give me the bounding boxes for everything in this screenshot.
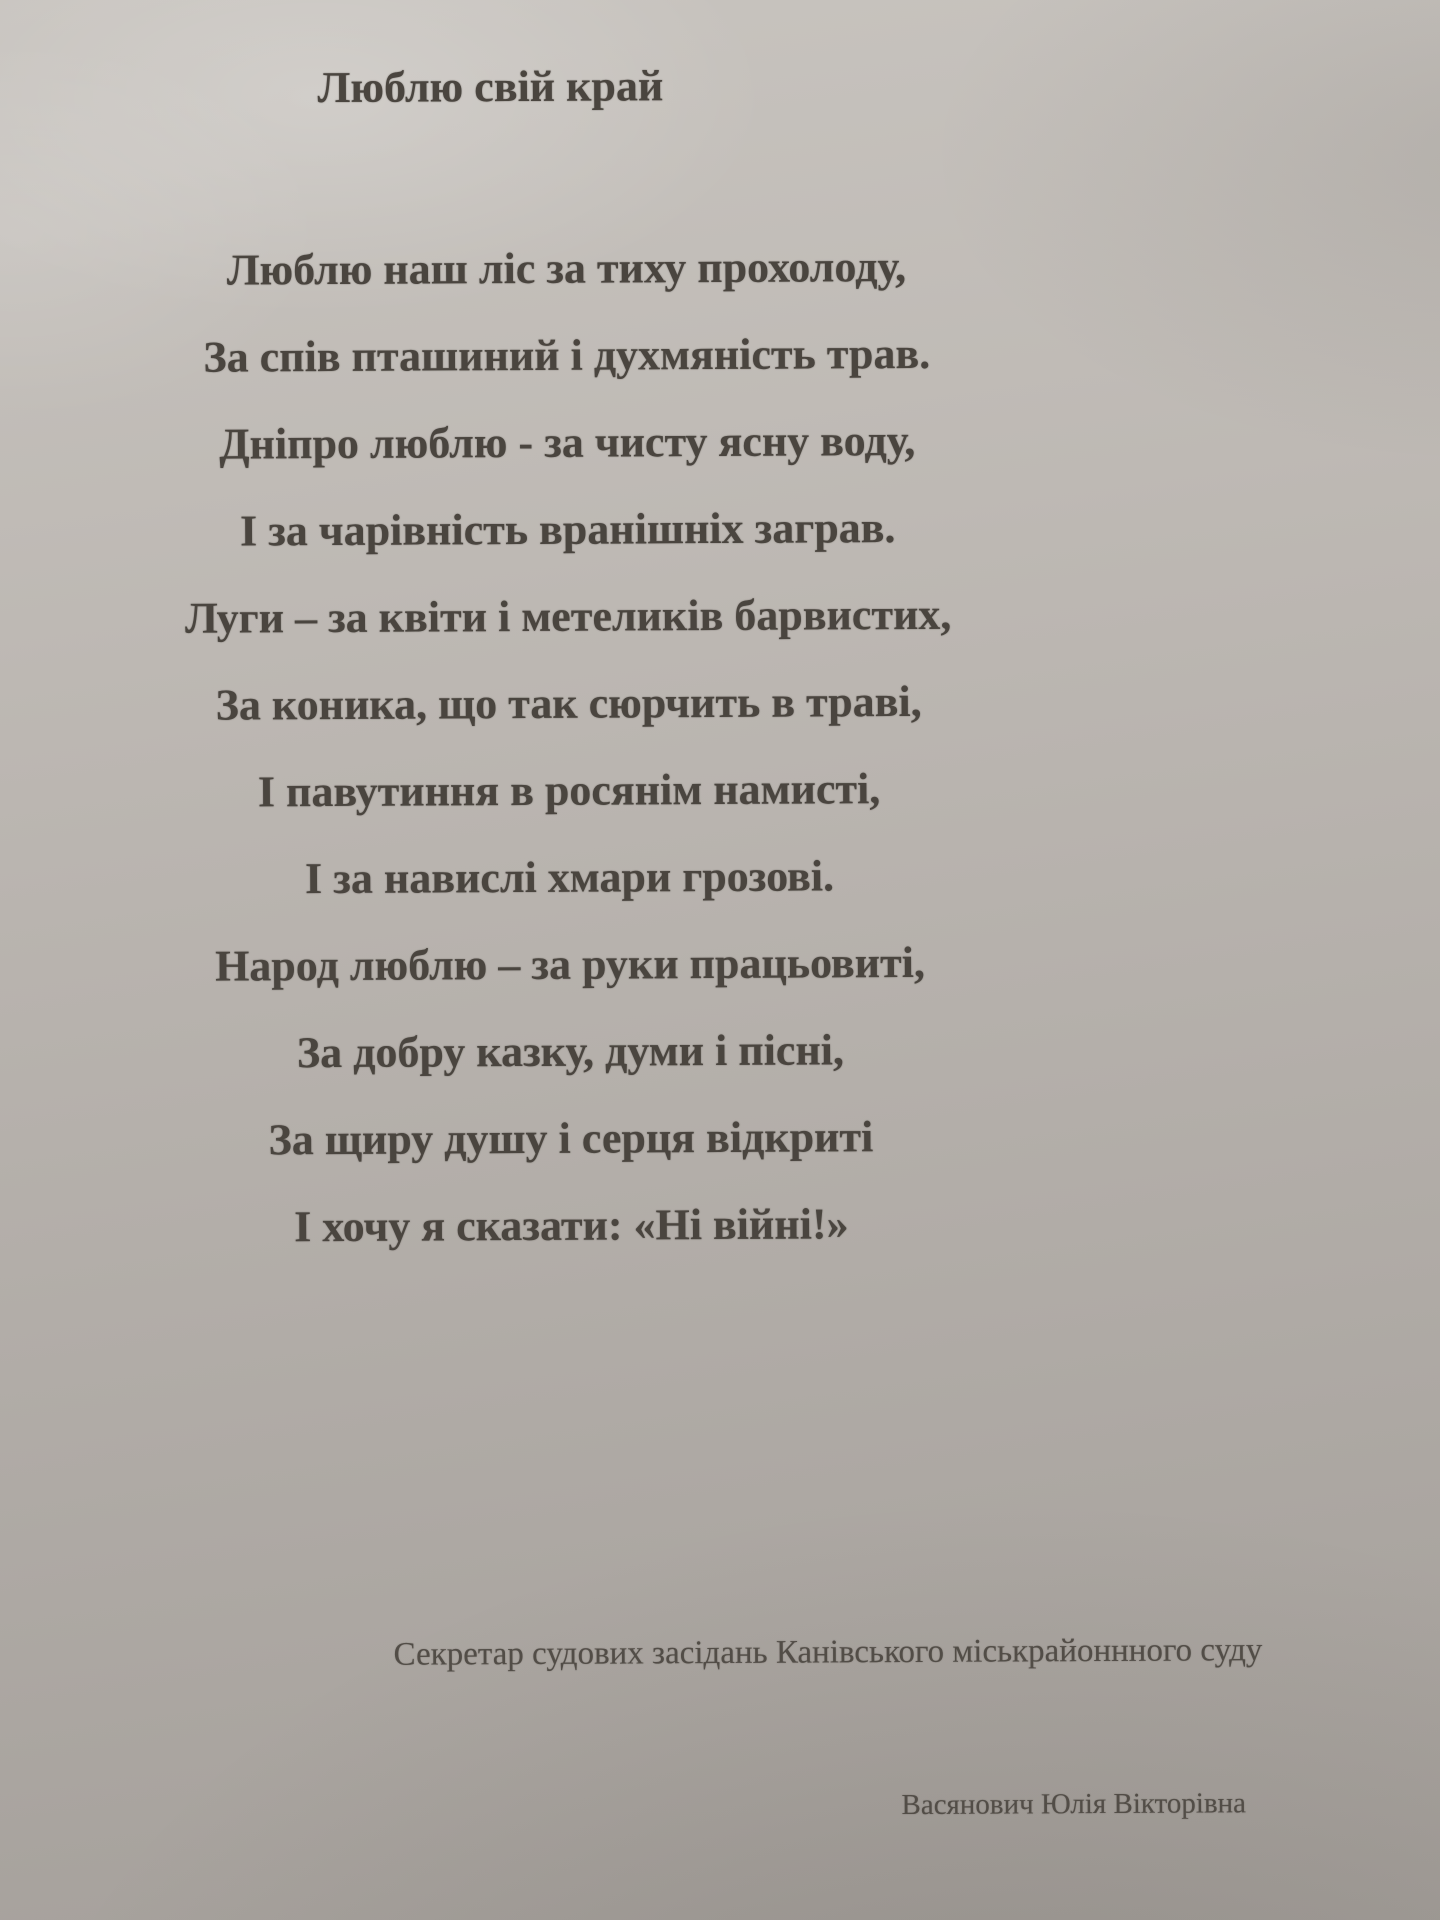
poem-line: І за навислі хмари грозові. xyxy=(304,851,835,904)
poem-body xyxy=(16,222,1121,1272)
poem-line: Люблю наш ліс за тиху прохолоду, xyxy=(226,242,907,295)
poem-line: Народ люблю – за руки працьовиті, xyxy=(215,937,926,991)
poem-line: І павутиння в росянім намисті, xyxy=(257,764,881,817)
poem-line: Луги – за квіти і метеликів барвистих, xyxy=(184,589,952,643)
poem-line: За коника, що так сюрчить в траві, xyxy=(215,676,922,730)
poem-line: За добру казку, думи і пісні, xyxy=(296,1025,845,1078)
poem-line: Дніпро люблю - за чисту ясну воду, xyxy=(219,415,916,469)
poem-title: Люблю свій край xyxy=(317,61,664,113)
poem-line: І за чарівність вранішніх заграв. xyxy=(239,503,896,556)
poem-line: За спів пташиний і духмяність трав. xyxy=(203,328,931,382)
signature-role-line: Секретар судових засідань Канівського міськрайоннного суду xyxy=(393,1632,1263,1673)
signature-name-line: Васянович Юлія Вікторівна xyxy=(901,1787,1247,1822)
poem-line: За щиру душу і серця відкриті xyxy=(268,1112,874,1165)
poem-line: І хочу я сказати: «Ні війні!» xyxy=(294,1199,849,1252)
